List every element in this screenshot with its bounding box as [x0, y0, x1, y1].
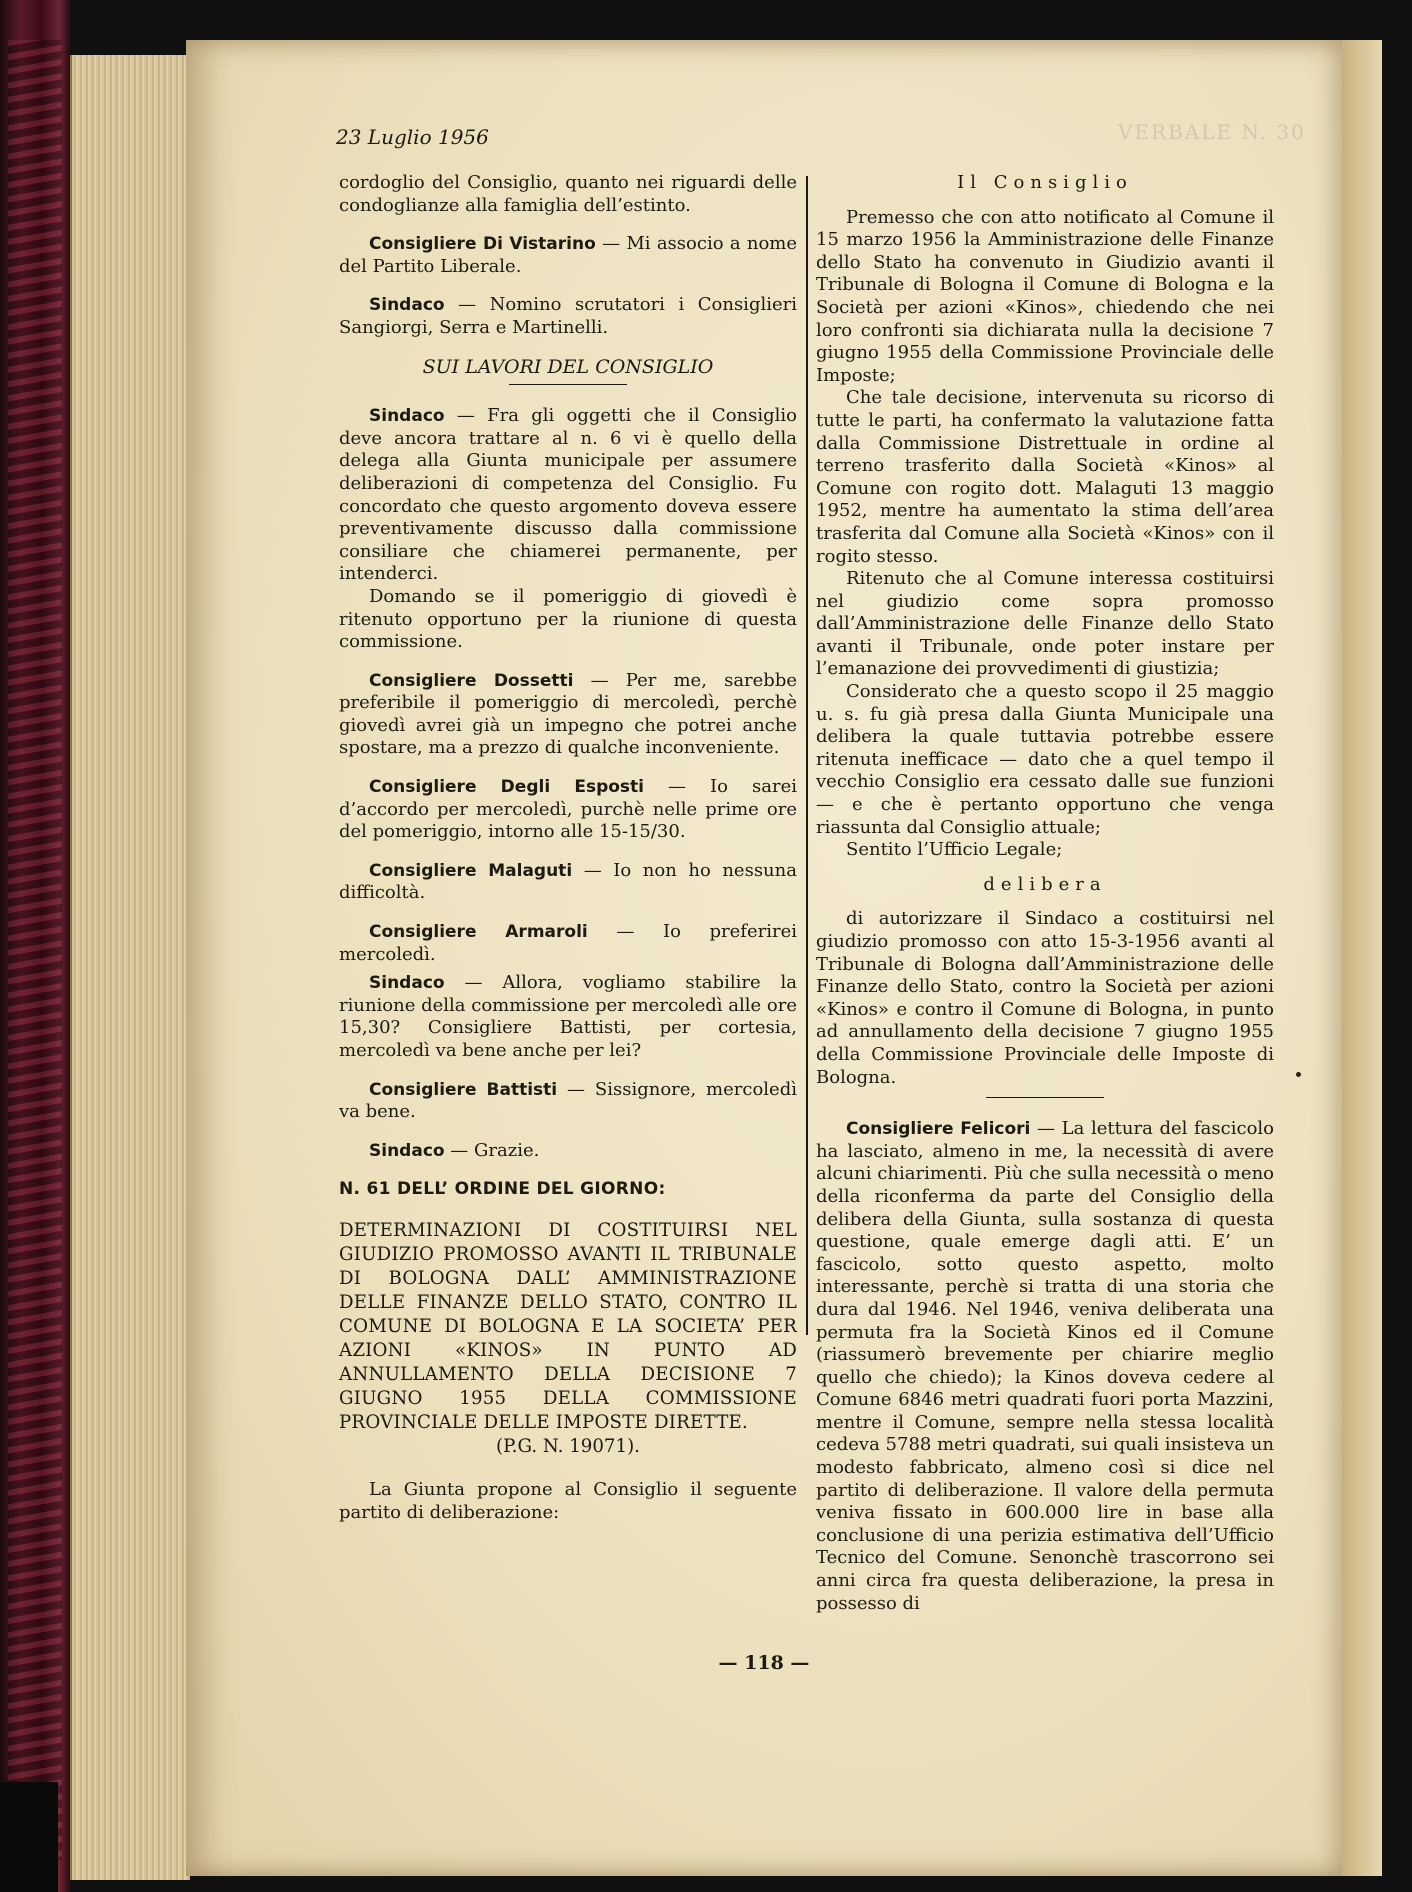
- ink-speck: [1296, 1072, 1301, 1077]
- speaker-name: Sindaco: [369, 1140, 445, 1161]
- paragraph: Domando se il pomeriggio di giovedì è ritenuto opportuno per la riunione di questa commissione.: [339, 585, 797, 653]
- left-column: [339, 172, 797, 1524]
- speech: [339, 972, 797, 1062]
- resolution-heading: Il Consiglio: [957, 172, 1133, 193]
- paragraph: Ritenuto che al Comune interessa costituirsi nel giudizio come sopra promosso dall’Amministrazione delle Finanze dello Stato avanti il Tribunale, onde poter instare per l’emanazione dei provvedimenti di giustizia;: [816, 568, 1274, 680]
- paragraph: Considerato che a questo scopo il 25 maggio u. s. fu già presa dalla Giunta Municipale una delibera la quale tuttavia potrebbe essere ritenuta inefficace — dato che a quel tempo il vecchio Consiglio era cessato dalle sue funzioni — e che è pertanto opportuno che venga riassunta dal Consiglio attuale;: [816, 681, 1274, 838]
- speaker-name: Consigliere Armaroli: [369, 922, 588, 943]
- speaker-name: Consigliere Malaguti: [369, 860, 573, 881]
- paragraph: cordoglio del Consiglio, quanto nei riguardi delle condoglianze alla famiglia dell’estinto.: [339, 172, 797, 216]
- speaker-name: Consigliere Battisti: [369, 1079, 558, 1100]
- speech: [339, 233, 797, 278]
- speech-text: — Mi associo a nome del Partito Liberale.: [339, 233, 798, 277]
- speech-text: — Io sarei d’accordo per mercoledì, purchè nelle prime ore del pomeriggio, intorno alle 15-15/30.: [339, 776, 797, 843]
- speech: [339, 921, 797, 966]
- speech-text: — Io preferirei mercoledì.: [339, 921, 797, 965]
- paragraph: La Giunta propone al Consiglio il seguente partito di deliberazione:: [339, 1478, 797, 1523]
- paragraph: Che tale decisione, intervenuta su ricorso di tutte le parti, ha confermato la valutazione fatta dalla Commissione Distrettuale in ordine al terreno trasferito dalla Società «Kinos» al Comune con rogito dott. Malaguti 13 maggio 1952, mentre ha aumentato la stima dell’area trasferita dal Comune alla Società «Kinos» con il rogito stesso.: [816, 387, 1274, 567]
- next-page-edge: [1342, 40, 1382, 1876]
- speaker-name: Sindaco: [369, 973, 445, 994]
- speech: [339, 405, 797, 586]
- paragraph: Sentito l’Ufficio Legale;: [846, 839, 1063, 861]
- agenda-item-reference: (P.G. N. 19071).: [496, 1435, 640, 1457]
- speech: [339, 1140, 797, 1163]
- book-binding: [0, 0, 70, 1892]
- bleed-through-header: VERBALE N. 30: [1118, 120, 1306, 144]
- page-number: — 118 —: [718, 1652, 810, 1674]
- speaker-name: Consigliere Degli Esposti: [369, 777, 645, 798]
- speech: [816, 1118, 1274, 1615]
- scan-corner: [0, 1782, 58, 1892]
- document-page: [186, 40, 1342, 1876]
- speech-text: — Allora, vogliamo stabilire la riunione della commissione per mercoledì alle ore 15,30? Consigliere Battisti, per cortesia, mercoledì va bene anche per lei?: [339, 972, 797, 1061]
- speech: [339, 776, 797, 844]
- speech-text: — Per me, sarebbe preferibile il pomeriggio di mercoledì, perchè giovedì avrei già un impegno che potrei anche spostare, ma a prezzo di qualche inconveniente.: [339, 669, 798, 759]
- speech: [339, 860, 797, 905]
- speaker-name: Consigliere Di Vistarino: [369, 234, 596, 255]
- speech-text: — Grazie.: [444, 1139, 540, 1161]
- header-date: 23 Luglio 1956: [336, 125, 489, 149]
- speech-text: — Fra gli oggetti che il Consiglio deve ancora trattare al n. 6 vi è quello della delega alla Giunta municipale per assumere deliberazioni di competenza del Consiglio. Fu concordato che questo argomento doveva essere preventivamente discusso dalla commissione consiliare che chiamerei permanente, per intenderci.: [339, 405, 797, 585]
- paragraph: di autorizzare il Sindaco a costituirsi nel giudizio promosso con atto 15-3-1956 avanti al Tribunale di Bologna dall’Amministrazione delle Finanze dello Stato, contro la Società per azioni «Kinos» e contro il Comune di Bologna, in punto ad annullamento della decisione 7 giugno 1955 della Commissione Provinciale delle Imposte di Bologna.: [816, 908, 1274, 1088]
- speech-text: — La lettura del fascicolo ha lasciato, almeno in me, la necessità di avere alcuni chiarimenti. Più che sulla necessità o meno della riconferma da parte del Consiglio della delibera della Giunta, sulla sostanza di questa questione, quale emerge dagli atti. E’ un fascicolo, sotto questo aspetto, molto interessante, perchè si tratta di una storia che dura dal 1946. Nel 1946, veniva deliberata una permuta fra la Società Kinos ed il Comune (riassumerò brevemente per chiarire meglio quello che chiedo); la Kinos doveva cedere al Comune 6846 metri quadrati fuori porta Mazzini, mentre il Comune, sempre nella stessa località cedeva 5788 metri quadrati, sui quali insisteva un modesto fabbricato, almeno così si dice nel partito di deliberazione. Il valore della permuta veniva fissato in 600.000 lire in base alla conclusione di una perizia estimativa dell’Ufficio Tecnico del Comune. Senonchè trascorrono sei anni circa fra questa deliberazione, la presa in possesso di: [816, 1118, 1274, 1614]
- speaker-name: Consigliere Dossetti: [369, 670, 574, 691]
- binding-texture: [8, 40, 62, 1860]
- agenda-item-number: N. 61 DELL’ ORDINE DEL GIORNO:: [339, 1179, 666, 1200]
- speech-text: — Nomino scrutatori i Consiglieri Sangiorgi, Serra e Martinelli.: [339, 294, 797, 338]
- speech-text: — Sissignore, mercoledì va bene.: [339, 1078, 797, 1123]
- speech-text: — Io non ho nessuna difficoltà.: [339, 859, 797, 904]
- speaker-name: Sindaco: [369, 406, 445, 427]
- agenda-item-title: DETERMINAZIONI DI COSTITUIRSI NEL GIUDIZIO PROMOSSO AVANTI IL TRIBUNALE DI BOLOGNA DALL’ AMMINISTRAZIONE DELLE FINANZE DELLO STATO, CONTRO IL COMUNE DI BOLOGNA E LA SOCIETA’ PER AZIONI «KINOS» IN PUNTO AD ANNULLAMENTO DELLA DECISIONE 7 GIUGNO 1955 DELLA COMMISSIONE PROVINCIALE DELLE IMPOSTE DIRETTE.: [339, 1219, 797, 1433]
- title-rule: [509, 384, 627, 385]
- column-divider-lower: [806, 775, 808, 1335]
- speech: [339, 1079, 797, 1124]
- speech: [339, 670, 797, 760]
- speaker-name: Consigliere Felicori: [846, 1119, 1031, 1140]
- right-column: [816, 172, 1274, 1615]
- delibera-heading: delibera: [983, 873, 1107, 895]
- section-rule: [986, 1097, 1104, 1098]
- section-title: SUI LAVORI DEL CONSIGLIO: [422, 355, 714, 378]
- speaker-name: Sindaco: [369, 295, 445, 316]
- page-edges: [70, 55, 190, 1880]
- speech: [339, 294, 797, 339]
- paragraph: Premesso che con atto notificato al Comune il 15 marzo 1956 la Amministrazione delle Finanze dello Stato ha convenuto in Giudizio avanti il Tribunale di Bologna il Comune di Bologna e la Società per azioni «Kinos», chiedendo che nei loro confronti sia dichiarata nulla la decisione 7 giugno 1955 della Commissione Provinciale delle Imposte;: [816, 206, 1274, 386]
